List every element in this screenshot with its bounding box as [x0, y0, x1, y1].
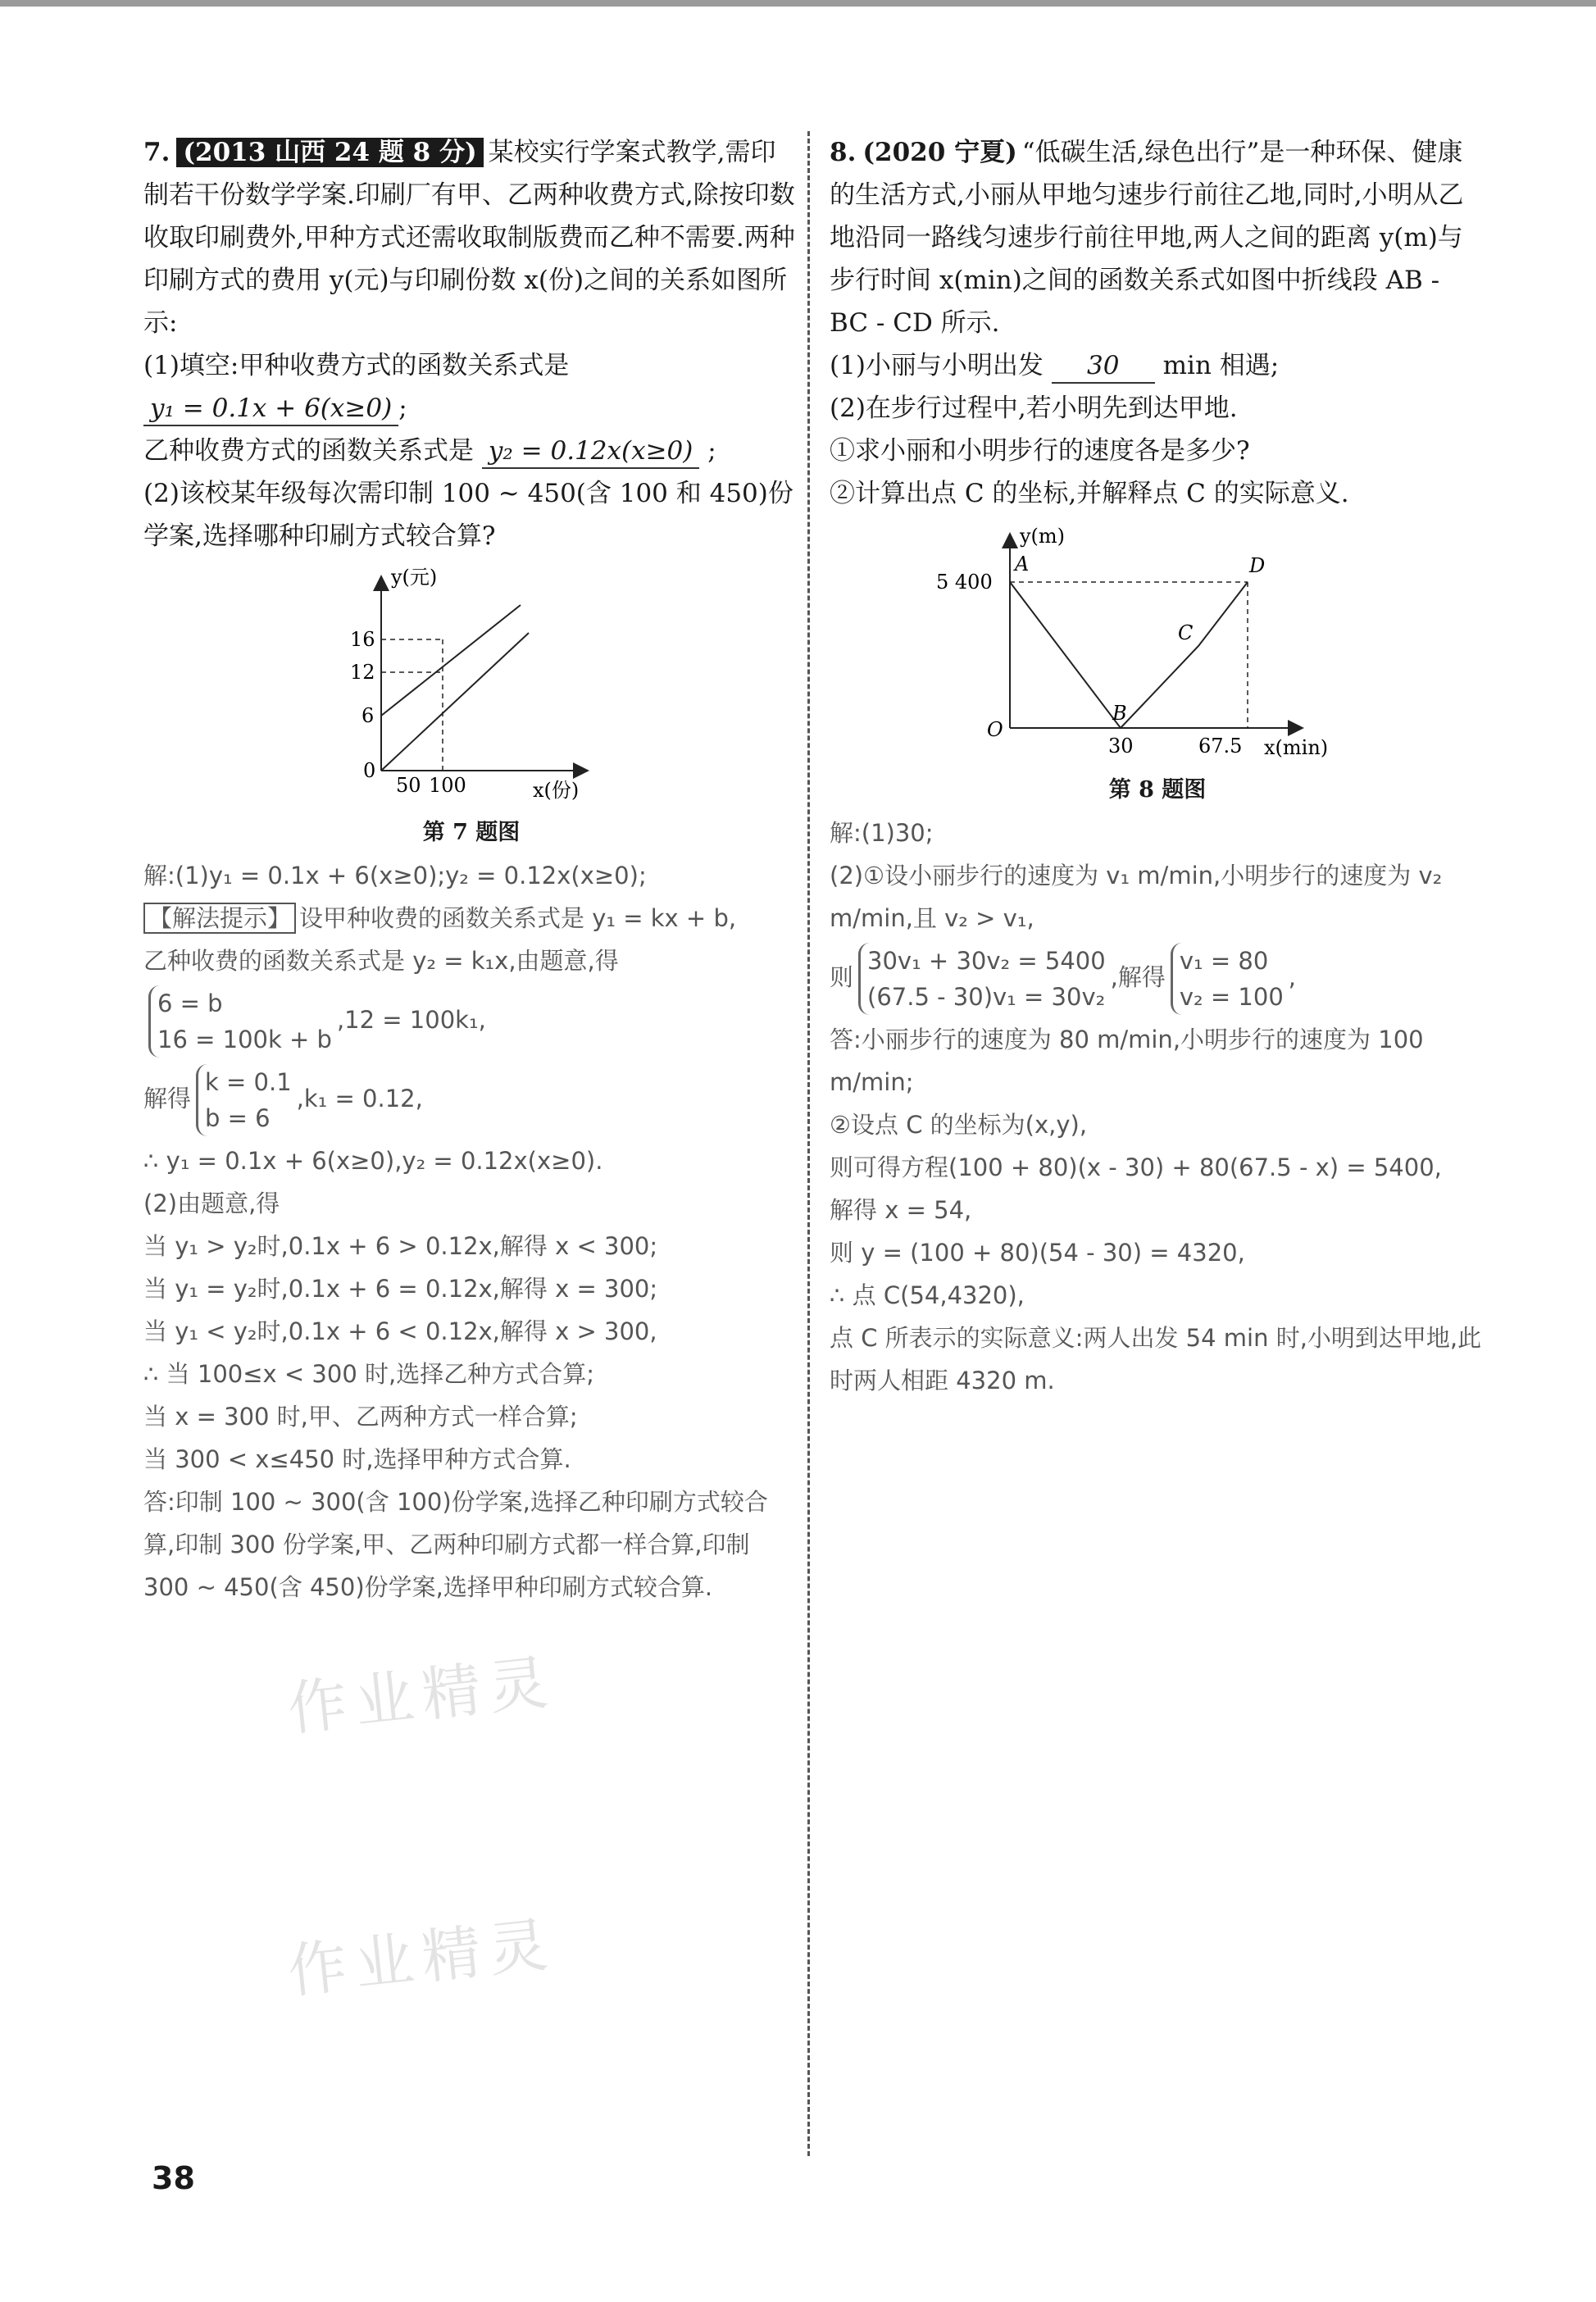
q7-part1b-prefix: 乙种收费方式的函数关系式是 — [143, 436, 474, 466]
watermark: 作业精灵 — [284, 1909, 560, 2006]
q7-hint-text: 乙种收费的函数关系式是 y₂ = k₁x,由题意,得 — [143, 947, 619, 975]
question-8 — [830, 131, 1485, 1402]
q7-system-2 — [143, 1061, 799, 1140]
q8-point-a: A — [1015, 553, 1030, 576]
q8-sol-line: 解:(1)30; — [830, 819, 934, 847]
column-divider — [807, 131, 810, 2156]
q8-system — [830, 939, 1485, 1018]
q8-xtick-67-5: 67.5 — [1198, 735, 1243, 757]
q8-part1 — [830, 344, 1485, 387]
q7-eq: 6 = b — [157, 989, 223, 1017]
q7-eq: 16 = 100k + b — [157, 1026, 332, 1053]
q8-sol-line: 答:小丽步行的速度为 80 m/min,小明步行的速度为 100 m/min; — [830, 1026, 1424, 1096]
q7-answer-blank-2: y₂ = 0.12x(x≥0) — [482, 434, 700, 469]
q7-eq: k = 0.1 — [205, 1068, 292, 1096]
q7-x-label: x(份) — [533, 779, 580, 802]
q7-part2: (2)该校某年级每次需印制 100 ~ 450(含 100 和 450)份学案,选择哪种印刷方式较合算? — [143, 479, 793, 551]
q7-source-tag: (2013 山西 24 题 8 分) — [176, 138, 483, 167]
q8-xtick-30: 30 — [1108, 735, 1134, 757]
q7-part1b-suffix: ; — [707, 436, 716, 466]
q7-figure — [340, 566, 602, 803]
q7-sol-line: ∴ 当 100≤x < 300 时,选择乙种方式合算; — [143, 1360, 594, 1388]
q7-ytick-6: 6 — [361, 704, 375, 727]
q8-point-c: C — [1178, 621, 1194, 644]
q7-jiede: 解得 — [143, 1085, 192, 1112]
q8-eq: v₁ = 80 — [1179, 947, 1269, 975]
q8-part1-suffix: min 相遇; — [1162, 351, 1280, 380]
q8-eq: v₂ = 100 — [1179, 983, 1284, 1011]
q7-brace-1 — [148, 985, 332, 1058]
q8-eq: (67.5 - 30)v₁ = 30v₂ — [867, 983, 1106, 1011]
q7-stem-text: 某校实行学案式教学,需印制若干份数学学案.印刷厂有甲、乙两种收费方式,除按印数收取印刷费外,甲种方式还需收取制版费而乙种不需要.两种印刷方式的费用 y(元)与印刷份数 x(份)之间的关系如图所示: — [143, 138, 795, 338]
q7-answer-blank-1: y₁ = 0.1x + 6(x≥0) — [143, 392, 398, 426]
q8-brace-2 — [1171, 943, 1284, 1015]
q8-sol-line: 则可得方程(100 + 80)(x - 30) + 80(67.5 - x) = 5400, — [830, 1153, 1442, 1181]
q7-xtick-100: 100 — [429, 774, 466, 797]
q8-part2b: ②计算出点 C 的坐标,并解释点 C 的实际意义. — [830, 479, 1349, 508]
q8-solution — [830, 812, 1485, 1402]
q8-brace-1 — [858, 943, 1106, 1015]
q8-y-label: y(m) — [1020, 525, 1066, 548]
q7-sol-line: (2)由题意,得 — [143, 1190, 280, 1217]
q8-figure-caption: 第 8 题图 — [1108, 777, 1207, 803]
q7-line-yi — [381, 633, 529, 771]
q7-sol-line: 当 y₁ < y₂时,0.1x + 6 < 0.12x,解得 x > 300, — [143, 1317, 657, 1345]
top-border — [0, 0, 1596, 7]
q8-part2a: ①求小丽和小明步行的速度各是多少? — [830, 436, 1250, 466]
q7-sol-line: 当 y₁ > y₂时,0.1x + 6 > 0.12x,解得 x < 300; — [143, 1232, 658, 1260]
q8-figure — [928, 523, 1387, 761]
q8-polyline-abcd — [1010, 582, 1248, 728]
q8-point-b: B — [1112, 702, 1127, 725]
q8-ze: 则 — [830, 963, 854, 991]
q7-hint-text: 设甲种收费的函数关系式是 y₁ = kx + b, — [299, 904, 737, 932]
q7-hint-tag: 【解法提示】 — [143, 903, 296, 934]
q7-y-label: y(元) — [391, 566, 438, 589]
q7-figure-caption: 第 7 题图 — [422, 820, 521, 845]
q7-solution — [143, 854, 799, 1608]
q8-origin: O — [987, 718, 1003, 741]
q7-xtick-50: 50 — [396, 774, 421, 797]
q7-eq-after: ,k₁ = 0.12, — [296, 1085, 423, 1112]
q8-source-tag: (2020 宁夏) — [862, 138, 1017, 167]
q7-sol-line: 当 y₁ = y₂时,0.1x + 6 = 0.12x,解得 x = 300; — [143, 1275, 658, 1303]
q8-point-d: D — [1249, 554, 1266, 577]
q8-eq: 30v₁ + 30v₂ = 5400 — [867, 947, 1106, 975]
q7-eq-after: ,12 = 100k₁, — [336, 1006, 486, 1034]
q8-sol-line: ②设点 C 的坐标为(x,y), — [830, 1111, 1088, 1139]
q8-sol-line: 解得 x = 54, — [830, 1196, 972, 1224]
q8-part2: (2)在步行过程中,若小明先到达甲地. — [830, 394, 1238, 423]
q7-sol-line: 当 300 < x≤450 时,选择甲种方式合算. — [143, 1445, 571, 1473]
q7-part1b — [143, 430, 799, 472]
q7-sol-line: 当 x = 300 时,甲、乙两种方式一样合算; — [143, 1403, 578, 1431]
q8-ytick-5400: 5 400 — [936, 571, 993, 594]
q7-sol-line: ∴ y₁ = 0.1x + 6(x≥0),y₂ = 0.12x(x≥0). — [143, 1147, 603, 1175]
q7-ytick-12: 12 — [350, 661, 375, 684]
q7-part1 — [143, 344, 799, 430]
q7-eq: b = 6 — [205, 1104, 271, 1132]
q7-part1-sep: ; — [398, 394, 407, 423]
q8-stem-text: “低碳生活,绿色出行”是一种环保、健康的生活方式,小丽从甲地匀速步行前往乙地,同时,小明从乙地沿同一路线匀速步行前往甲地,两人之间的距离 y(m)与步行时间 x(min)之间的函数关系式如图中折线段 AB - BC - CD 所示. — [830, 138, 1464, 338]
q7-hint — [143, 897, 799, 939]
watermark: 作业精灵 — [284, 1647, 560, 1744]
question-7 — [143, 131, 799, 1608]
q8-stem — [830, 131, 1485, 344]
q7-system-1 — [143, 982, 799, 1061]
q8-x-label: x(min) — [1264, 736, 1329, 759]
q7-origin: 0 — [363, 759, 376, 782]
q7-brace-2 — [196, 1064, 292, 1136]
q8-number: 8. — [830, 138, 857, 167]
q7-stem — [143, 131, 799, 344]
q8-sol-line: ∴ 点 C(54,4320), — [830, 1281, 1025, 1309]
q7-number: 7. — [143, 138, 171, 167]
q7-ytick-16: 16 — [350, 628, 375, 651]
page-number: 38 — [152, 2160, 195, 2196]
q8-jiede: ,解得 — [1110, 963, 1166, 991]
q8-sol-line: (2)①设小丽步行的速度为 v₁ m/min,小明步行的速度为 v₂ m/min,且 v₂ > v₁, — [830, 862, 1443, 932]
q8-eq-after: , — [1288, 963, 1296, 991]
q8-sol-line: 点 C 所表示的实际意义:两人出发 54 min 时,小明到达甲地,此时两人相距 4320 m. — [830, 1324, 1482, 1394]
q8-answer-blank: 30 — [1052, 349, 1155, 384]
q7-part1-prefix: (1)填空:甲种收费方式的函数关系式是 — [143, 351, 570, 380]
q7-sol-answer: 答:印制 100 ~ 300(含 100)份学案,选择乙种印刷方式较合算,印制 300 份学案,甲、乙两种印刷方式都一样合算,印制 300 ~ 450(含 450)份学案,选择甲种印刷方式较合算. — [143, 1488, 768, 1601]
q7-sol-line: 解:(1)y₁ = 0.1x + 6(x≥0);y₂ = 0.12x(x≥0); — [143, 862, 647, 889]
q8-part1-prefix: (1)小丽与小明出发 — [830, 351, 1044, 380]
q8-sol-line: 则 y = (100 + 80)(54 - 30) = 4320, — [830, 1239, 1245, 1267]
